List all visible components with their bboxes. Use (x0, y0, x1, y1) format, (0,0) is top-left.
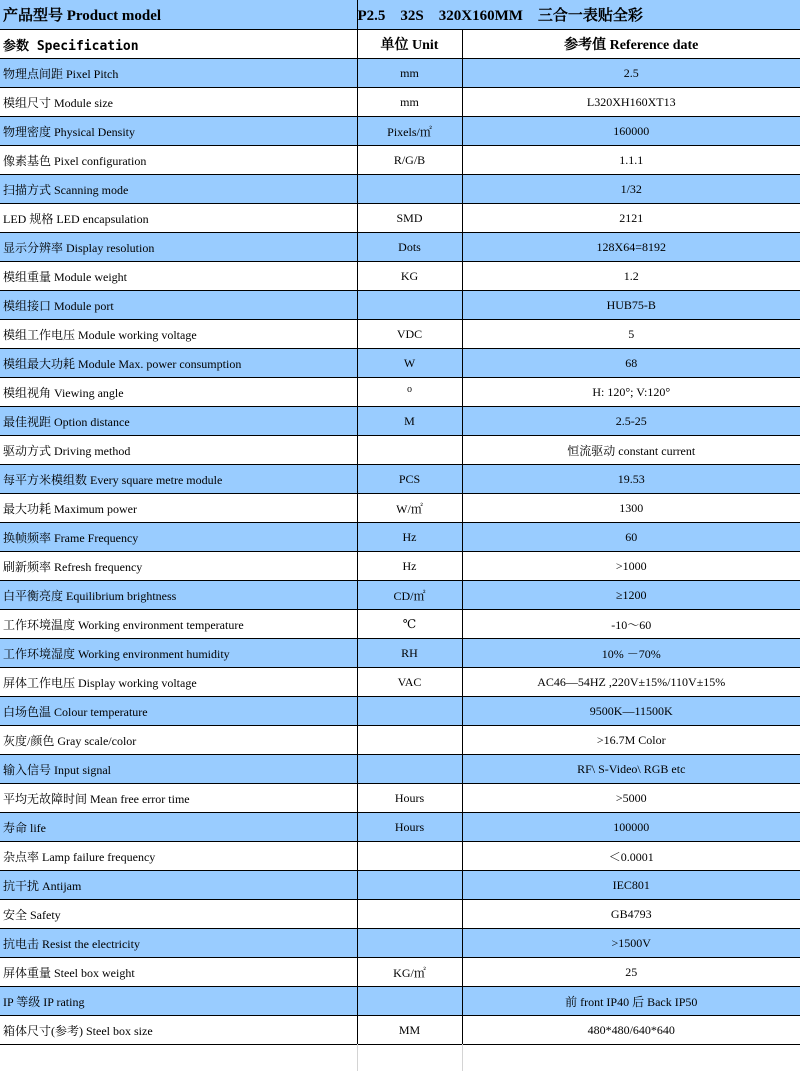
spec-value: 恒流驱动 constant current (462, 436, 800, 465)
spec-unit: Dots (357, 233, 462, 262)
grid-line (357, 1044, 358, 1071)
spec-param: 模组工作电压 Module working voltage (0, 320, 357, 349)
spec-unit: W/㎡ (357, 494, 462, 523)
spec-row (0, 436, 800, 465)
spec-value: >16.7M Color (462, 726, 800, 755)
spec-unit: R/G/B (357, 146, 462, 175)
spec-value: 60 (462, 523, 800, 552)
spec-value: RF\ S-Video\ RGB etc (462, 755, 800, 784)
spec-value: 2.5-25 (462, 407, 800, 436)
spec-param: 平均无故障时间 Mean free error time (0, 784, 357, 813)
spec-param: 屏体重量 Steel box weight (0, 958, 357, 987)
spec-param: 杂点率 Lamp failure frequency (0, 842, 357, 871)
spec-param: 物理密度 Physical Density (0, 117, 357, 146)
spec-unit: ℃ (357, 610, 462, 639)
spec-unit: Hz (357, 523, 462, 552)
spec-param: 模组视角 Viewing angle (0, 378, 357, 407)
spec-value: H: 120°; V:120° (462, 378, 800, 407)
spec-value: 9500K—11500K (462, 697, 800, 726)
spec-row (0, 871, 800, 900)
spec-value: 68 (462, 349, 800, 378)
spec-value: 25 (462, 958, 800, 987)
spec-param: 刷新频率 Refresh frequency (0, 552, 357, 581)
spec-value: GB4793 (462, 900, 800, 929)
spec-param: 白平衡亮度 Equilibrium brightness (0, 581, 357, 610)
spec-value: >5000 (462, 784, 800, 813)
spec-row (0, 494, 800, 523)
spec-value: >1500V (462, 929, 800, 958)
spec-value: 前 front IP40 后 Back IP50 (462, 987, 800, 1016)
spec-param: IP 等级 IP rating (0, 987, 357, 1016)
spec-param: 模组尺寸 Module size (0, 88, 357, 117)
spec-value: IEC801 (462, 871, 800, 900)
spec-unit (357, 697, 462, 726)
spec-unit (357, 726, 462, 755)
spec-row (0, 697, 800, 726)
header-specification: 参数 Specification (0, 30, 357, 59)
spec-row (0, 668, 800, 697)
spec-unit: Hz (357, 552, 462, 581)
spec-param: 扫描方式 Scanning mode (0, 175, 357, 204)
spec-value: 2121 (462, 204, 800, 233)
header-unit: 单位 Unit (357, 30, 462, 59)
spec-unit: VDC (357, 320, 462, 349)
spec-param: 白场色温 Colour temperature (0, 697, 357, 726)
spec-param: 驱动方式 Driving method (0, 436, 357, 465)
spec-row (0, 146, 800, 175)
spec-param: 输入信号 Input signal (0, 755, 357, 784)
spec-unit (357, 755, 462, 784)
spec-row (0, 900, 800, 929)
spec-row (0, 1016, 800, 1045)
spec-value: 10% －70% (462, 639, 800, 668)
spec-value: ＜0.0001 (462, 842, 800, 871)
spec-param: 抗电击 Resist the electricity (0, 929, 357, 958)
spec-unit: W (357, 349, 462, 378)
spec-row (0, 465, 800, 494)
spec-row (0, 262, 800, 291)
spec-value: 2.5 (462, 59, 800, 88)
spec-unit: mm (357, 59, 462, 88)
product-model-label: 产品型号 Product model (0, 0, 357, 30)
spec-param: LED 规格 LED encapsulation (0, 204, 357, 233)
grid-line (462, 1044, 463, 1071)
spec-param: 屏体工作电压 Display working voltage (0, 668, 357, 697)
spec-row (0, 59, 800, 88)
spec-unit (357, 842, 462, 871)
spec-row (0, 784, 800, 813)
spec-row (0, 233, 800, 262)
spec-param: 模组接口 Module port (0, 291, 357, 320)
spec-param: 最大功耗 Maximum power (0, 494, 357, 523)
spec-unit (357, 900, 462, 929)
spec-param: 最佳视距 Option distance (0, 407, 357, 436)
spec-unit: mm (357, 88, 462, 117)
spec-row (0, 117, 800, 146)
spec-value: 1.1.1 (462, 146, 800, 175)
spec-row (0, 842, 800, 871)
header-row (0, 30, 800, 59)
spec-unit (357, 175, 462, 204)
spec-value: ≥1200 (462, 581, 800, 610)
spec-value: 100000 (462, 813, 800, 842)
spec-unit: CD/㎡ (357, 581, 462, 610)
spec-value: -10～60 (462, 610, 800, 639)
spec-row (0, 958, 800, 987)
spec-param: 物理点间距 Pixel Pitch (0, 59, 357, 88)
spec-unit: VAC (357, 668, 462, 697)
spec-row (0, 726, 800, 755)
spec-unit: MM (357, 1016, 462, 1045)
spec-param: 寿命 life (0, 813, 357, 842)
spec-row (0, 349, 800, 378)
spec-row (0, 552, 800, 581)
spec-row (0, 320, 800, 349)
spec-value: 160000 (462, 117, 800, 146)
spec-unit (357, 436, 462, 465)
spec-row (0, 291, 800, 320)
spec-value: 480*480/640*640 (462, 1016, 800, 1045)
spec-value: 1.2 (462, 262, 800, 291)
spec-unit: RH (357, 639, 462, 668)
spec-value: 19.53 (462, 465, 800, 494)
spec-row (0, 581, 800, 610)
title-row (0, 0, 800, 30)
spec-value: 1300 (462, 494, 800, 523)
spec-param: 抗干扰 Antijam (0, 871, 357, 900)
spec-param: 工作环境湿度 Working environment humidity (0, 639, 357, 668)
header-reference: 参考值 Reference date (462, 30, 800, 59)
spec-row (0, 610, 800, 639)
spec-row (0, 88, 800, 117)
spec-param: 像素基色 Pixel configuration (0, 146, 357, 175)
spec-unit: KG/㎡ (357, 958, 462, 987)
spec-unit: SMD (357, 204, 462, 233)
spec-unit: KG (357, 262, 462, 291)
spec-value: >1000 (462, 552, 800, 581)
spec-unit: ⁰ (357, 378, 462, 407)
spec-param: 灰度/颜色 Gray scale/color (0, 726, 357, 755)
spec-value: L320XH160XT13 (462, 88, 800, 117)
spec-param: 模组重量 Module weight (0, 262, 357, 291)
spec-value: HUB75-B (462, 291, 800, 320)
spec-row (0, 204, 800, 233)
spec-unit (357, 987, 462, 1016)
spec-param: 箱体尺寸(参考) Steel box size (0, 1016, 357, 1045)
spec-row (0, 407, 800, 436)
spec-row (0, 378, 800, 407)
spec-row (0, 813, 800, 842)
spec-value: AC46—54HZ ,220V±15%/110V±15% (462, 668, 800, 697)
spec-unit: M (357, 407, 462, 436)
spec-param: 模组最大功耗 Module Max. power consumption (0, 349, 357, 378)
spec-value: 5 (462, 320, 800, 349)
spec-param: 工作环境温度 Working environment temperature (0, 610, 357, 639)
spec-param: 显示分辨率 Display resolution (0, 233, 357, 262)
product-model-value: P2.5 32S 320X160MM 三合一表贴全彩 (357, 0, 800, 30)
spec-row (0, 929, 800, 958)
spec-unit: Hours (357, 813, 462, 842)
spec-unit (357, 929, 462, 958)
spec-param: 每平方米模组数 Every square metre module (0, 465, 357, 494)
spec-row (0, 523, 800, 552)
spec-unit (357, 291, 462, 320)
spec-row (0, 987, 800, 1016)
spec-unit (357, 871, 462, 900)
spec-row (0, 175, 800, 204)
spec-value: 1/32 (462, 175, 800, 204)
spec-unit: PCS (357, 465, 462, 494)
empty-grid-area (0, 1044, 800, 1071)
spec-param: 安全 Safety (0, 900, 357, 929)
spec-unit: Hours (357, 784, 462, 813)
spec-row (0, 639, 800, 668)
spec-unit: Pixels/㎡ (357, 117, 462, 146)
spec-value: 128X64=8192 (462, 233, 800, 262)
spec-param: 换帧频率 Frame Frequency (0, 523, 357, 552)
spec-row (0, 755, 800, 784)
